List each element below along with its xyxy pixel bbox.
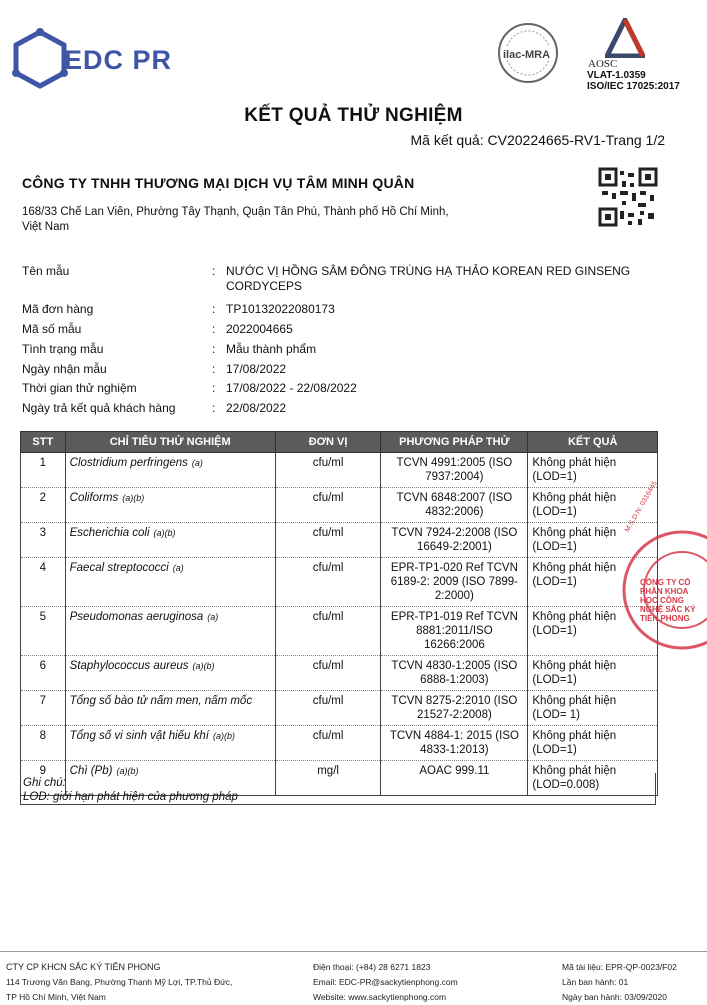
info-label: Mã đơn hàng <box>22 302 94 316</box>
info-value: TP10132022080173 <box>226 302 335 316</box>
test-item-footnote: (a) <box>191 458 203 468</box>
test-item-footnote: (a)(b) <box>192 661 215 671</box>
cell-method: TCVN 4884-1: 2015 (ISO 4833-1:2013) <box>381 726 528 761</box>
cell-stt: 4 <box>21 558 66 607</box>
test-item-name: Coliforms <box>69 492 119 504</box>
cell-stt: 6 <box>21 656 66 691</box>
header-method: PHƯƠNG PHÁP THỬ <box>381 432 528 453</box>
test-item-footnote: (a)(b) <box>122 493 145 503</box>
ilac-mra-label: ilac-MRA <box>503 49 551 61</box>
info-value: 2022004665 <box>226 322 293 336</box>
test-item-name: Faecal streptococci <box>69 562 169 574</box>
info-label: Tên mẫu <box>22 264 70 278</box>
info-label: Ngày nhận mẫu <box>22 362 107 376</box>
cell-stt: 5 <box>21 607 66 656</box>
cell-unit: cfu/ml <box>275 523 381 558</box>
info-colon: : <box>212 401 216 415</box>
footer-address2: TP Hồ Chí Minh, Việt Nam <box>6 992 106 1002</box>
info-colon: : <box>212 342 216 356</box>
footer-contact-block <box>313 960 458 1005</box>
table-row <box>21 656 658 691</box>
table-row <box>21 523 658 558</box>
stamp-tax-no: M.S.D.N: 0316445 <box>624 480 659 534</box>
test-item-name: Clostridium perfringens <box>69 457 188 469</box>
info-value: NƯỚC VỊ HỒNG SÂM ĐÔNG TRÙNG HẠ THẢO KOREAN RED GINSENG CORDYCEPS <box>226 264 631 293</box>
table-row <box>21 558 658 607</box>
footer-doc-block <box>562 960 677 1005</box>
info-colon: : <box>212 302 216 316</box>
qr-code-icon <box>598 167 658 227</box>
cell-unit: mg/l <box>275 761 381 796</box>
cell-test-item <box>65 656 275 691</box>
cell-test-item <box>65 726 275 761</box>
info-colon: : <box>212 362 216 376</box>
header-stt: STT <box>21 432 66 453</box>
cell-method: AOAC 999.11 <box>381 761 528 796</box>
cell-result: Không phát hiện (LOD=0.008) <box>528 761 658 796</box>
test-item-footnote: (a)(b) <box>153 528 176 538</box>
iso-standard: ISO/IEC 17025:2017 <box>587 81 680 92</box>
address-line2: Việt Nam <box>22 221 70 233</box>
header-result: KẾT QUẢ <box>528 432 658 453</box>
cell-unit: cfu/ml <box>275 453 381 488</box>
aosc-label: AOSC <box>588 58 618 70</box>
table-header-row <box>21 432 658 453</box>
cell-method: TCVN 7924-2:2008 (ISO 16649-2:2001) <box>381 523 528 558</box>
header-unit: ĐƠN VỊ <box>275 432 381 453</box>
footer-company: CTY CP KHCN SẮC KÝ TIÊN PHONG <box>6 962 161 972</box>
test-item-footnote: (a) <box>172 563 184 573</box>
aosc-logo-icon <box>605 18 645 63</box>
info-label: Tình trạng mẫu <box>22 342 104 356</box>
footer-company-block <box>6 960 232 1005</box>
footer-issue-date: Ngày ban hành: 03/09/2020 <box>562 992 667 1002</box>
footer-issue: Lần ban hành: 01 <box>562 977 629 987</box>
cell-result: Không phát hiện (LOD=1) <box>528 488 658 523</box>
cell-test-item <box>65 607 275 656</box>
logo-text: EDC PR <box>64 45 173 75</box>
footer-divider <box>0 951 707 952</box>
info-colon: : <box>212 381 216 395</box>
cell-stt: 2 <box>21 488 66 523</box>
cell-unit: cfu/ml <box>275 691 381 726</box>
cell-stt: 7 <box>21 691 66 726</box>
cell-test-item <box>65 558 275 607</box>
cell-result: Không phát hiện (LOD=1) <box>528 453 658 488</box>
cell-stt: 1 <box>21 453 66 488</box>
footer-website: Website: www.sackytienphong.com <box>313 992 447 1002</box>
cell-result: Không phát hiện (LOD=1) <box>528 726 658 761</box>
report-code: Mã kết quả: CV20224665-RV1-Trang 1/2 <box>410 132 665 148</box>
header-test-item: CHỈ TIÊU THỬ NGHIỆM <box>65 432 275 453</box>
info-value: 22/08/2022 <box>226 401 287 415</box>
cell-test-item <box>65 523 275 558</box>
cell-stt: 3 <box>21 523 66 558</box>
cell-test-item <box>65 691 275 726</box>
results-table <box>20 431 658 796</box>
info-label: Thời gian thử nghiệm <box>22 381 137 395</box>
info-colon: : <box>212 264 216 278</box>
cell-stt: 8 <box>21 726 66 761</box>
notes-box <box>20 773 656 805</box>
cell-unit: cfu/ml <box>275 558 381 607</box>
info-value: 17/08/2022 <box>226 362 287 376</box>
cell-unit: cfu/ml <box>275 607 381 656</box>
footer-doc-code: Mã tài liệu: EPR-QP-0023/F02 <box>562 962 677 972</box>
page-title: KẾT QUẢ THỬ NGHIỆM <box>244 105 463 126</box>
cell-result: Không phát hiện (LOD=1) <box>528 523 658 558</box>
cell-unit: cfu/ml <box>275 726 381 761</box>
info-value: Mẫu thành phẩm <box>226 342 317 356</box>
client-name: CÔNG TY TNHH THƯƠNG MẠI DỊCH VỤ TÂM MINH QUÂN <box>22 175 415 191</box>
table-row <box>21 453 658 488</box>
cell-method: TCVN 6848:2007 (ISO 4832:2006) <box>381 488 528 523</box>
test-item-footnote: (a) <box>207 612 219 622</box>
cell-result: Không phát hiện (LOD= 1) <box>528 691 658 726</box>
table-row <box>21 607 658 656</box>
test-item-name: Pseudomonas aeruginosa <box>69 611 204 623</box>
table-row <box>21 691 658 726</box>
footer-email: Email: EDC-PR@sackytienphong.com <box>313 977 458 987</box>
cell-unit: cfu/ml <box>275 488 381 523</box>
info-colon: : <box>212 322 216 336</box>
cell-method: EPR-TP1-019 Ref TCVN 8881:2011/ISO 16266:2006 <box>381 607 528 656</box>
test-item-name: Chì (Pb) <box>69 765 113 777</box>
footer-phone: Điện thoại: (+84) 28 6271 1823 <box>313 962 431 972</box>
cell-method: TCVN 8275-2:2010 (ISO 21527-2:2008) <box>381 691 528 726</box>
stamp-text: CÔNG TY CỔ PHẦN KHOA HỌC CÔNG NGHỆ SẮC KÝ TIÊN PHONG <box>640 578 696 623</box>
info-label: Mã số mẫu <box>22 322 82 336</box>
cell-test-item <box>65 488 275 523</box>
info-value: 17/08/2022 - 22/08/2022 <box>226 381 357 395</box>
cell-method: EPR-TP1-020 Ref TCVN 6189-2: 2009 (ISO 7899-2:2000) <box>381 558 528 607</box>
client-address <box>22 205 462 235</box>
test-item-footnote: (a)(b) <box>213 731 235 741</box>
test-item-name: Tổng số vi sinh vật hiếu khí <box>69 730 209 742</box>
cell-result: Không phát hiện (LOD=1) <box>528 607 658 656</box>
address-line1: 168/33 Chế Lan Viên, Phường Tây Thạnh, Quận Tân Phú, Thành phố Hồ Chí Minh, <box>22 206 449 218</box>
test-item-name: Escherichia coli <box>69 527 150 539</box>
notes-lod: LOD: giới hạn phát hiện của phương pháp <box>23 791 238 803</box>
test-item-name: Staphylococcus aureus <box>69 660 189 672</box>
vlat-code: VLAT-1.0359 <box>587 70 646 81</box>
cell-result: Không phát hiện (LOD=1) <box>528 656 658 691</box>
table-row <box>21 488 658 523</box>
cell-method: TCVN 4830-1:2005 (ISO 6888-1:2003) <box>381 656 528 691</box>
cell-stt: 9 <box>21 761 66 796</box>
cell-test-item <box>65 453 275 488</box>
cell-method: TCVN 4991:2005 (ISO 7937:2004) <box>381 453 528 488</box>
test-item-footnote: (a)(b) <box>116 766 139 776</box>
table-row <box>21 726 658 761</box>
cell-result: Không phát hiện (LOD=1) <box>528 558 658 607</box>
info-label: Ngày trả kết quả khách hàng <box>22 401 176 415</box>
test-item-name: Tổng số bào tử nấm men, nấm mốc <box>69 695 253 707</box>
notes-heading: Ghi chú: <box>23 777 66 789</box>
cell-unit: cfu/ml <box>275 656 381 691</box>
footer-address1: 114 Trương Văn Bang, Phường Thạnh Mỹ Lợi, TP.Thủ Đức, <box>6 977 233 987</box>
